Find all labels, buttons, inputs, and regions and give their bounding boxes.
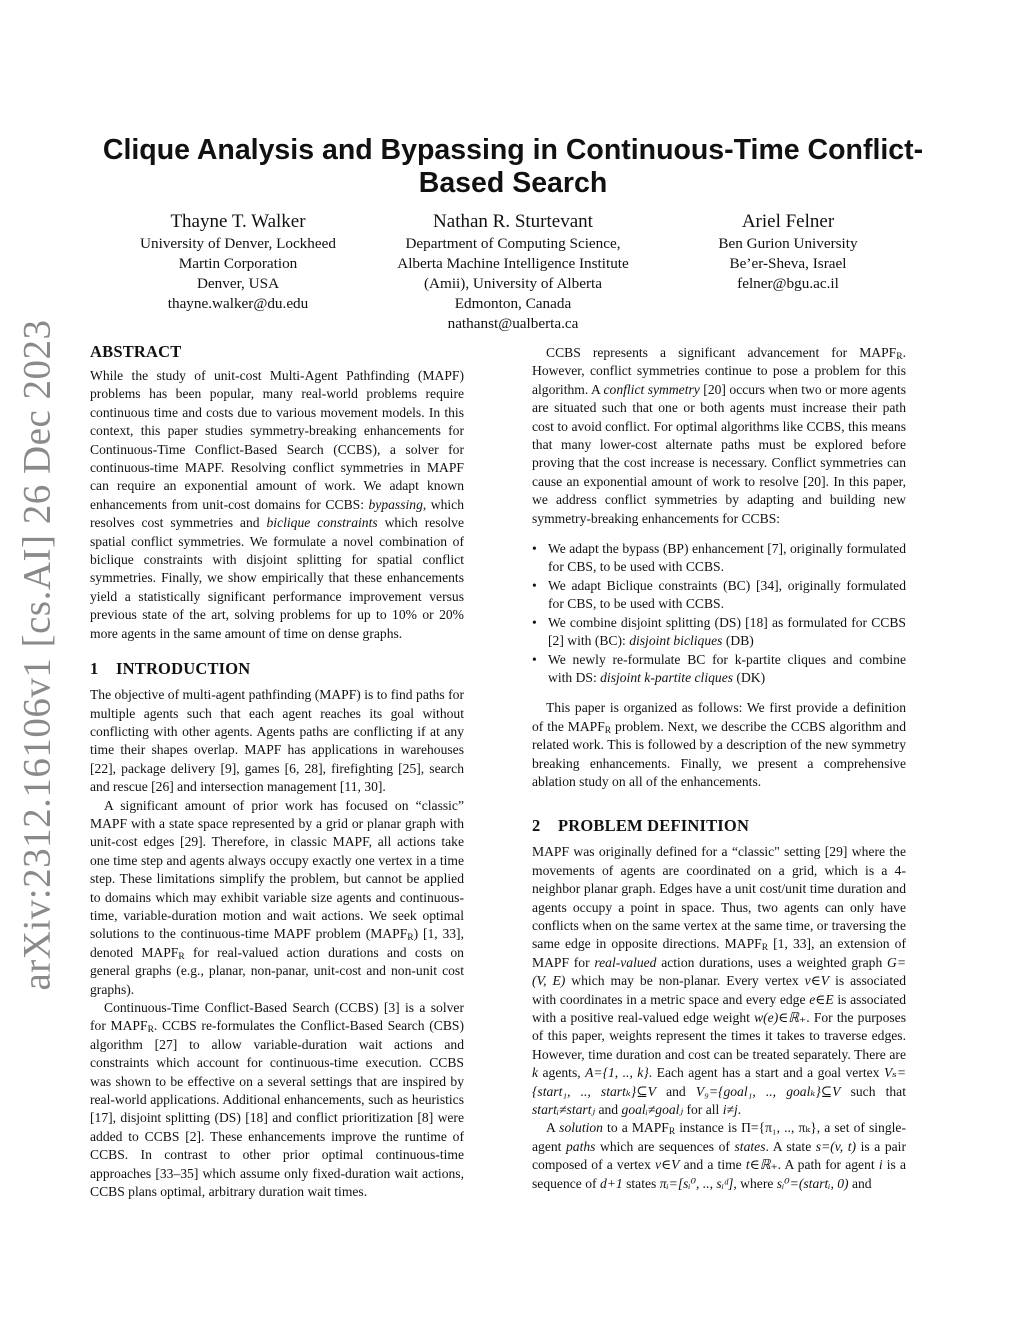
contribution-list	[532, 540, 906, 687]
author-name: Thayne T. Walker	[170, 211, 306, 232]
author-email: nathanst@ualberta.ca	[447, 315, 579, 332]
author-location: Denver, USA	[196, 275, 280, 292]
author-name: Ariel Felner	[741, 211, 835, 232]
author-affiliation: University of Denver, Lockheed	[140, 235, 336, 252]
section-heading-introduction: 1 INTRODUCTION	[90, 659, 251, 679]
problem-paragraph-2: A solution to a $MAPF_R$ instance is Π={π₁, .., πₖ}, a set of single-agent paths which are sequences of states. A state s=(v, t) is a pair composed of a vertex v∈V and a time t∈ℝ₊. A path for agent i is a sequence of d+1 states πᵢ=[sᵢ⁰, .., sᵢᵈ], where sᵢ⁰=(startᵢ, 0) and	[532, 1120, 906, 1191]
list-item: • We adapt the bypass (BP) enhancement [7], originally formulated for CBS, to be used with CCBS.	[532, 540, 906, 577]
author-block-3	[678, 210, 898, 294]
list-item: • We adapt Biclique constraints (BC) [34], originally formulated for CBS, to be used with CCBS.	[532, 577, 906, 614]
problem-paragraph-1: MAPF was originally defined for a “classic" setting [29] where the movements of agents are coordinated on a grid, which is a 4-neighbor planar graph. Edges have a unit cost/unit time duration and agents occupy a point in space. Thus, two agents can only have conflicts when on the same vertex at the same time, or traversing the same edge in opposite directions. $MAPF_R$ [1, 33], an extension of MAPF for real-valued action durations, uses a weighted graph G=(V, E) which may be non-planar. Every vertex v∈V is associated with coordinates in a metric space and every edge e∈E is associated with a positive real-valued edge weight w(e)∈ℝ₊. For the purposes of this paper, weights represent the times it takes to traverse edges. However, time duration and cost can be treated separately. There are k agents, A={1, .., k}. Each agent has a start and a goal vertex Vₛ={start₁, .., startₖ}⊆V and V₉={goal₁, .., goalₖ}⊆V such that startᵢ≠startⱼ and goalᵢ≠goalⱼ for all i≠j.	[532, 844, 906, 1118]
author-affiliation: (Amii), University of Alberta	[424, 275, 602, 292]
author-location: Be’er-Sheva, Israel	[729, 255, 847, 272]
right-column	[532, 344, 906, 1193]
author-location: Edmonton, Canada	[454, 295, 572, 312]
section-heading-problem-definition: 2 PROBLEM DEFINITION	[532, 816, 750, 836]
author-affiliation: Alberta Machine Intelligence Institute	[397, 255, 629, 272]
list-item: • We newly re-formulate BC for k-partite cliques and combine with DS: disjoint k-partite cliques (DK)	[532, 651, 906, 688]
intro-paragraph-1: The objective of multi-agent pathfinding (MAPF) is to find paths for multiple agents such that each agent reaches its goal without conflicting with other agents. Agents paths are conflicting if at any time their shapes overlap. MAPF has applications in warehouses [22], package delivery [9], games [6, 28], firefighting [25], search and rescue [26] and intersection management [11, 30].	[90, 687, 464, 795]
intro-paragraph-2: A significant amount of prior work has focused on “classic” MAPF with a state space represented by a grid or planar graph with unit-cost edges [29]. Therefore, in classic MAPF, all actions take one time step and agents always occupy exactly one vertex in a time step. These limitations simplify the problem, but cannot be applied to domains which may exhibit variable size agents and continuous-time, variable-duration motion and wait actions. We seek optimal solutions to the continuous-time MAPF problem $(MAPF_R)$ [1, 33], denoted $MAPF_R$ for real-valued action durations and costs on general graphs (e.g., planar, non-panar, unit-cost and non-unit cost graphs).	[90, 797, 464, 997]
abstract-heading: ABSTRACT	[90, 342, 182, 361]
author-affiliation: Department of Computing Science,	[405, 235, 621, 252]
author-email: felner@bgu.ac.il	[737, 275, 839, 292]
author-affiliation: Martin Corporation	[178, 255, 298, 272]
paper-title: Clique Analysis and Bypassing in Continuous-Time Conflict-Based Search	[102, 134, 924, 199]
author-email: thayne.walker@du.edu	[167, 295, 309, 312]
author-affiliation: Ben Gurion University	[718, 235, 858, 252]
author-block-2	[372, 210, 654, 334]
arxiv-stamp	[10, 319, 64, 991]
right-intro-paragraph-1: CCBS represents a significant advancement for $MAPF_R$. However, conflict symmetries continue to pose a problem for this algorithm. A conflict symmetry [20] occurs when two or more agents are situated such that one or both agents must increase their path cost to avoid conflict. For optimal algorithms like CCBS, this means that many lower-cost alternate paths must be explored before proving that the cost increase is necessary. Conflict symmetries can cause an exponential amount of work to resolve [20]. In this paper, we address conflict symmetries by adapting and building new symmetry-breaking enhancements for CCBS:	[532, 345, 906, 526]
intro-paragraph-3: Continuous-Time Conflict-Based Search (CCBS) [3] is a solver for $MAPF_R$. CCBS re-formulates the Conflict-Based Search (CBS) algorithm [27] to allow variable-duration wait actions and constraints which account for continuous-time execution. CCBS was shown to be effective on a several settings that are inspired by real-world applications. Additional enhancements, such as heuristics [17], disjoint splitting (DS) [18] and conflict prioritization [8] were added to CCBS [2]. These enhancements improve the runtime of CCBS. In contrast to other prior optimal continuous-time approaches [33–35] which assume only fixed-duration wait actions, CCBS plans optimal, arbitrary duration wait times.	[90, 1000, 464, 1200]
right-intro-paragraph-2: This paper is organized as follows: We first provide a definition of the $MAPF_R$ problem. Next, we describe the CCBS algorithm and related work. This is followed by a description of the new symmetry breaking enhancements. Finally, we present a comprehensive ablation study on all of the enhancements.	[532, 700, 906, 789]
arxiv-stamp-text: arXiv:2312.16106v1 [cs.AI] 26 Dec 2023	[15, 319, 59, 991]
left-column	[90, 341, 464, 1201]
author-name: Nathan R. Sturtevant	[433, 211, 593, 232]
author-block-1	[118, 210, 358, 314]
abstract-text: While the study of unit-cost Multi-Agent Pathfinding (MAPF) problems has been popular, many real-world problems require continuous time and costs due to various movement models. In this context, this paper studies symmetry-breaking enhancements for Continuous-Time Conflict-Based Search (CCBS), a solver for continuous-time MAPF. Resolving conflict symmetries in MAPF can require an exponential amount of work. We adapt known enhancements from unit-cost domains for CCBS: bypassing, which resolves cost symmetries and biclique constraints which resolve spatial conflict symmetries. We formulate a novel combination of biclique constraints with disjoint splitting for spatial conflict symmetries. Finally, we show empirically that these enhancements yield a statistically significant performance improvement versus previous state of the art, solving problems for up to 10% or 20% more agents in the same amount of time on dense graphs.	[90, 368, 465, 641]
list-item: • We combine disjoint splitting (DS) [18] as formulated for CCBS [2] with (BC): disjoint bicliques (DB)	[532, 614, 906, 651]
